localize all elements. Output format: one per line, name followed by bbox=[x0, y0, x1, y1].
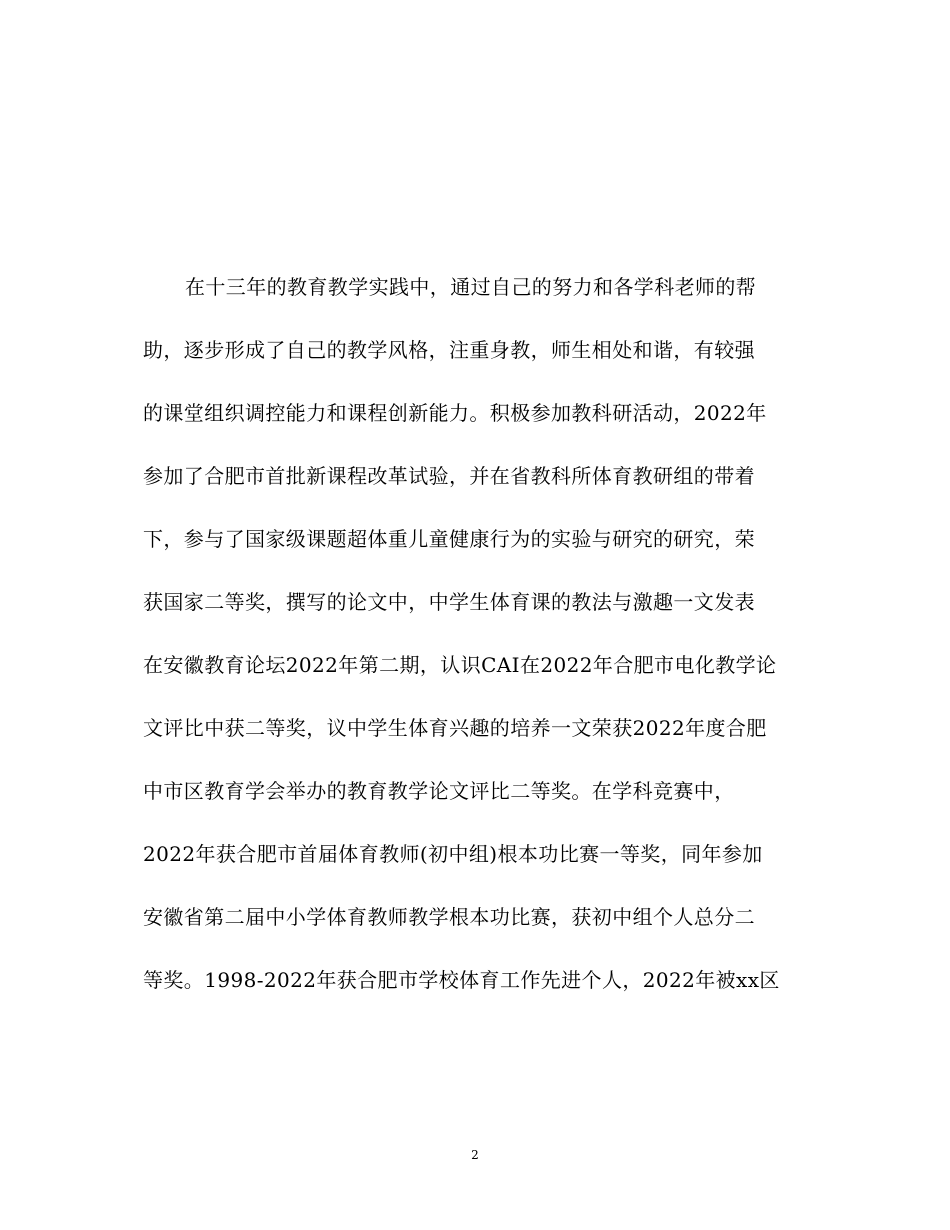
page-number: 2 bbox=[471, 1148, 479, 1162]
paragraph-line-3: 的课堂组织调控能力和课程创新能力。积极参加教科研活动，2022年 bbox=[143, 401, 767, 425]
paragraph-line-8: 文评比中获二等奖，议中学生体育兴趣的培养一文荣获2022年度合肥 bbox=[143, 716, 767, 740]
paragraph-line-12: 等奖。1998-2022年获合肥市学校体育工作先进个人，2022年被xx区 bbox=[143, 968, 780, 992]
paragraph-line-5: 下，参与了国家级课题超体重儿童健康行为的实验与研究的研究，荣 bbox=[143, 527, 755, 551]
paragraph-line-11: 安徽省第二届中小学体育教师教学根本功比赛，获初中组个人总分二 bbox=[143, 905, 755, 929]
paragraph-line-6: 获国家二等奖，撰写的论文中，中学生体育课的教法与激趣一文发表 bbox=[143, 590, 755, 614]
paragraph-line-4: 参加了合肥市首批新课程改革试验，并在省教科所体育教研组的带着 bbox=[143, 464, 755, 488]
paragraph-line-2: 助，逐步形成了自己的教学风格，注重身教，师生相处和谐，有较强 bbox=[143, 338, 755, 362]
paragraph-line-9: 中市区教育学会举办的教育教学论文评比二等奖。在学科竞赛中， bbox=[143, 779, 735, 803]
paragraph-line-10: 2022年获合肥市首届体育教师(初中组)根本功比赛一等奖，同年参加 bbox=[143, 842, 763, 866]
paragraph-line-1: 在十三年的教育教学实践中，通过自己的努力和各学科老师的帮 bbox=[185, 275, 757, 299]
body-paragraph bbox=[143, 268, 813, 1024]
paragraph-line-7: 在安徽教育论坛2022年第二期，认识CAI在2022年合肥市电化教学论 bbox=[143, 653, 777, 677]
